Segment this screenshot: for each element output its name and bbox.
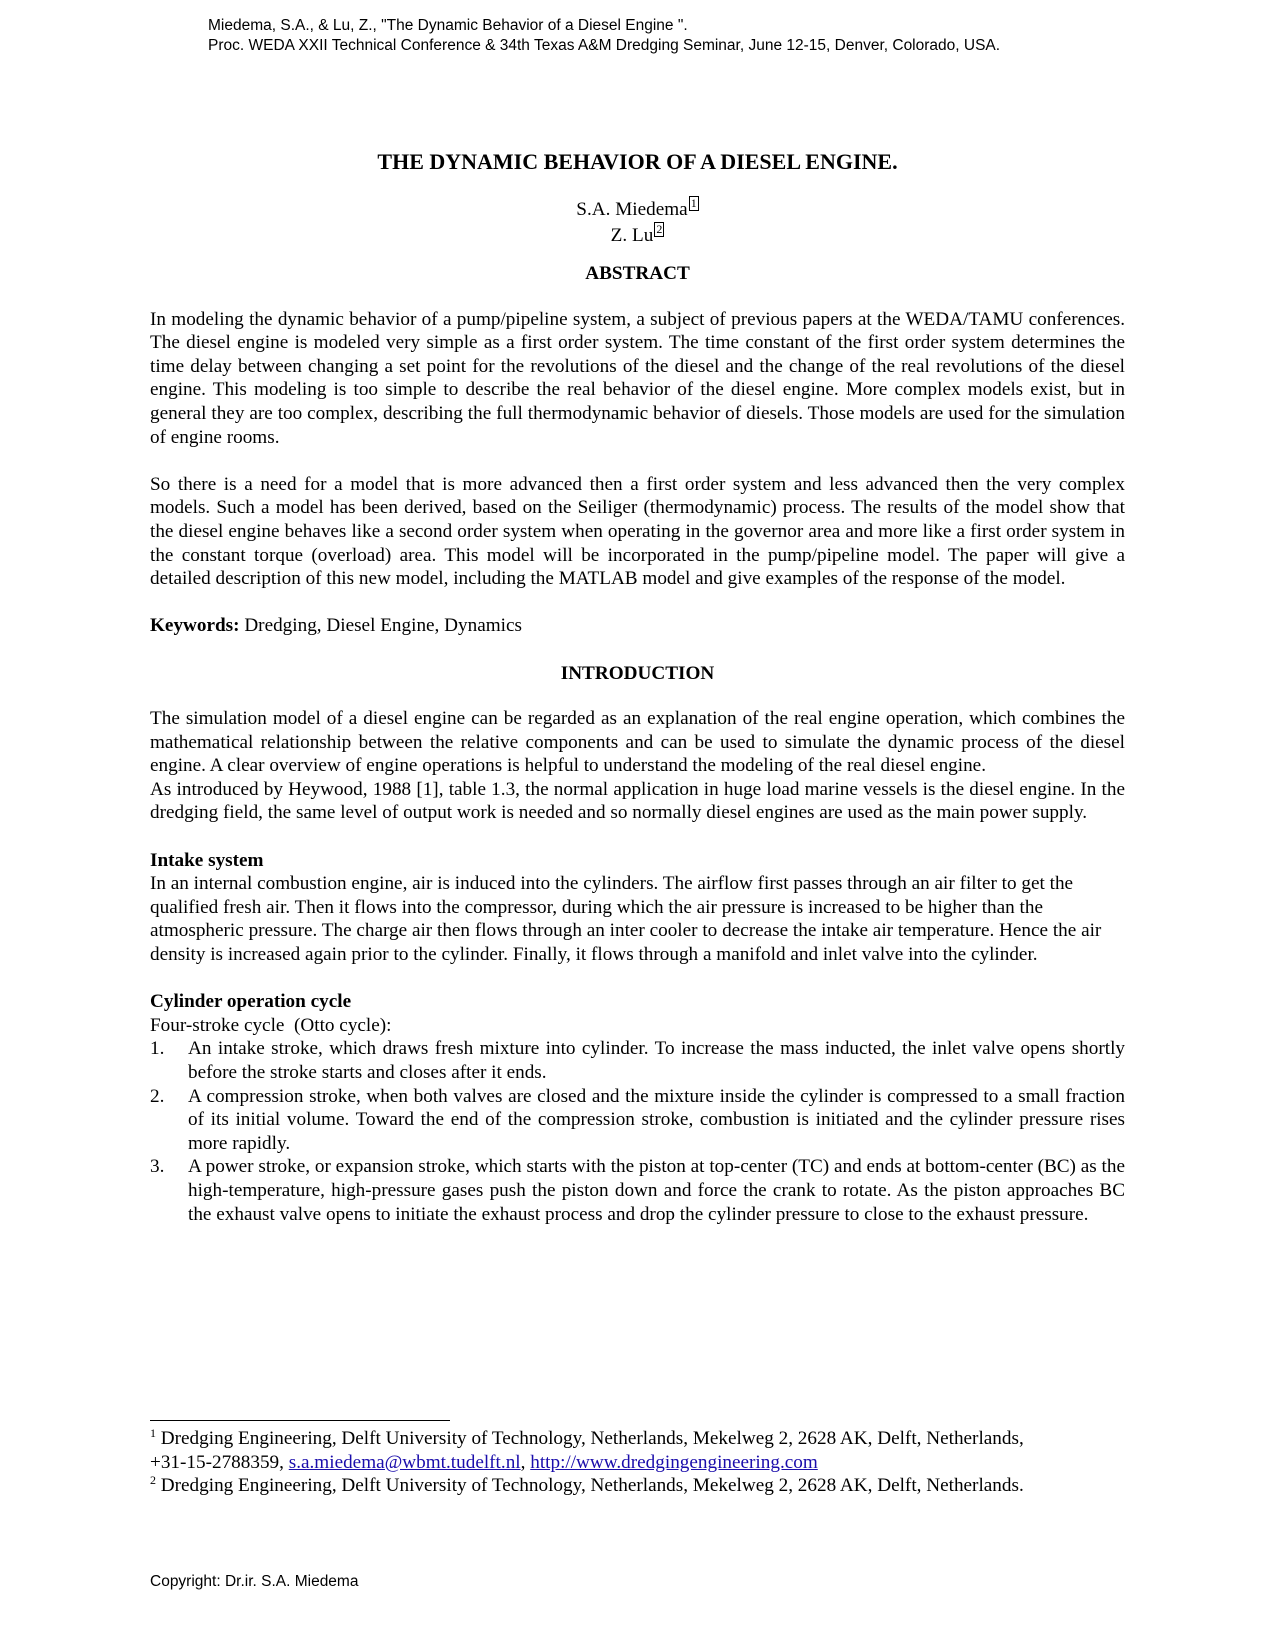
footnote-ref-2[interactable]: 2 bbox=[656, 222, 663, 236]
email-link[interactable]: s.a.miedema@wbmt.tudelft.nl bbox=[288, 1451, 521, 1473]
intake-system-heading: Intake system bbox=[150, 849, 264, 871]
footnote-1 bbox=[150, 1427, 1125, 1451]
list-item-text: A compression stroke, when both valves are closed and the mixture inside the cylinder is compressed to a small fraction of its initial volume. Toward the end of the compression stroke, combustion is initiated and the cylinder pressure rises more rapidly. bbox=[188, 1085, 1125, 1154]
introduction-paragraph-1: The simulation model of a diesel engine can be regarded as an explanation of the real engine operation, which combines the mathematical relationship between the relative components and can be used to simulate the dynamic process of the diesel engine. A clear overview of engine operations is helpful to understand the modeling of the real diesel engine. bbox=[150, 708, 1125, 777]
abstract-paragraph-2: So there is a need for a model that is more advanced then a first order system and less advanced then the very complex models. Such a model has been derived, based on the Seiliger (thermodynamic) process. The results of the model show that the diesel engine behaves like a second order system when operating in the governor area and more like a first order system in the constant torque (overload) area. This model will be incorporated in the pump/pipeline model. The paper will give a detailed description of this new model, including the MATLAB model and give examples of the response of the model. bbox=[150, 473, 1125, 590]
footnote-mark: 2 bbox=[150, 1473, 156, 1488]
list-item bbox=[150, 1085, 1125, 1156]
list-item bbox=[150, 1037, 1125, 1084]
author-name: S.A. Miedema bbox=[576, 199, 688, 220]
footnote-ref-1[interactable]: 1 bbox=[690, 196, 697, 210]
running-head-proceedings: Proc. WEDA XXII Technical Conference & 34th Texas A&M Dredging Seminar, June 12-15, Denver, Colorado, USA. bbox=[208, 37, 1001, 54]
author-2 bbox=[150, 222, 1125, 248]
list-number: 2. bbox=[150, 1085, 165, 1107]
keywords-label: Keywords: bbox=[150, 615, 240, 637]
footnote-1-contact bbox=[150, 1451, 1125, 1475]
list-item bbox=[150, 1155, 1125, 1226]
footnote-divider bbox=[150, 1420, 450, 1421]
footnote-text: Dredging Engineering, Delft University of Technology, Netherlands, Mekelweg 2, 2628 AK, Delft, Netherlands, bbox=[156, 1428, 1024, 1449]
paper-body bbox=[150, 148, 1125, 1226]
running-head bbox=[208, 16, 1208, 56]
author-list bbox=[150, 196, 1125, 248]
intake-system-paragraph: In an internal combustion engine, air is induced into the cylinders. The airflow first passes through an air filter to get the qualified fresh air. Then it flows into the compressor, during which the air pressure is increased to be higher than the atmospheric pressure. The charge air then flows through an inter cooler to decrease the intake air temperature. Hence the air density is increased again prior to the cylinder. Finally, it flows through a manifold and inlet valve into the cylinder. bbox=[150, 873, 1102, 966]
running-head-citation: Miedema, S.A., & Lu, Z., "The Dynamic Behavior of a Diesel Engine ". bbox=[208, 17, 688, 34]
cylinder-cycle-intro: Four-stroke cycle (Otto cycle): bbox=[150, 1014, 392, 1036]
list-number: 3. bbox=[150, 1156, 165, 1178]
footnote-2 bbox=[150, 1474, 1125, 1498]
author-name: Z. Lu bbox=[610, 225, 654, 246]
cylinder-cycle-heading: Cylinder operation cycle bbox=[150, 991, 352, 1013]
abstract-paragraph-1: In modeling the dynamic behavior of a pump/pipeline system, a subject of previous papers at the WEDA/TAMU conferences. The diesel engine is modeled very simple as a first order system. The time constant of the first order system determines the time delay between changing a set point for the revolutions of the diesel and the change of the real revolutions of the diesel engine. This modeling is too simple to describe the real behavior of the diesel engine. More complex models exist, but in general they are too complex, describing the full thermodynamic behavior of diesels. Those models are used for the simulation of engine rooms. bbox=[150, 308, 1125, 448]
introduction-heading: INTRODUCTION bbox=[560, 662, 715, 684]
paper-title: THE DYNAMIC BEHAVIOR OF A DIESEL ENGINE. bbox=[377, 149, 898, 174]
list-item-text: An intake stroke, which draws fresh mixture into cylinder. To increase the mass inducted, the inlet valve opens shortly before the stroke starts and closes after it ends. bbox=[188, 1038, 1125, 1083]
keywords bbox=[150, 614, 1125, 638]
footnote-mark: 1 bbox=[150, 1426, 156, 1440]
footnote-text: Dredging Engineering, Delft University of Technology, Netherlands, Mekelweg 2, 2628 AK, Delft, Netherlands. bbox=[156, 1475, 1024, 1497]
footnote-phone: +31-15-2788359, bbox=[150, 1451, 289, 1473]
keywords-text: Dredging, Diesel Engine, Dynamics bbox=[239, 615, 522, 637]
link-separator: , bbox=[520, 1451, 531, 1473]
copyright-notice: Copyright: Dr.ir. S.A. Miedema bbox=[150, 1573, 359, 1590]
list-item-text: A power stroke, or expansion stroke, which starts with the piston at top-center (TC) and ends at bottom-center (BC) as the high-temperature, high-pressure gases push the piston down and force the crank to rotate. As the piston approaches BC the exhaust valve opens to initiate the exhaust process and drop the cylinder pressure to close to the exhaust pressure. bbox=[188, 1156, 1125, 1225]
introduction-paragraph-2: As introduced by Heywood, 1988 [1], table 1.3, the normal application in huge load marine vessels is the diesel engine. In the dredging field, the same level of output work is needed and so normally diesel engines are used as the main power supply. bbox=[150, 778, 1125, 824]
footnotes bbox=[150, 1427, 1125, 1498]
website-link[interactable]: http://www.dredgingengineering.com bbox=[530, 1451, 818, 1473]
list-number: 1. bbox=[150, 1038, 165, 1060]
abstract-heading: ABSTRACT bbox=[585, 263, 690, 284]
author-1 bbox=[150, 196, 1125, 222]
stroke-list bbox=[150, 1037, 1125, 1226]
